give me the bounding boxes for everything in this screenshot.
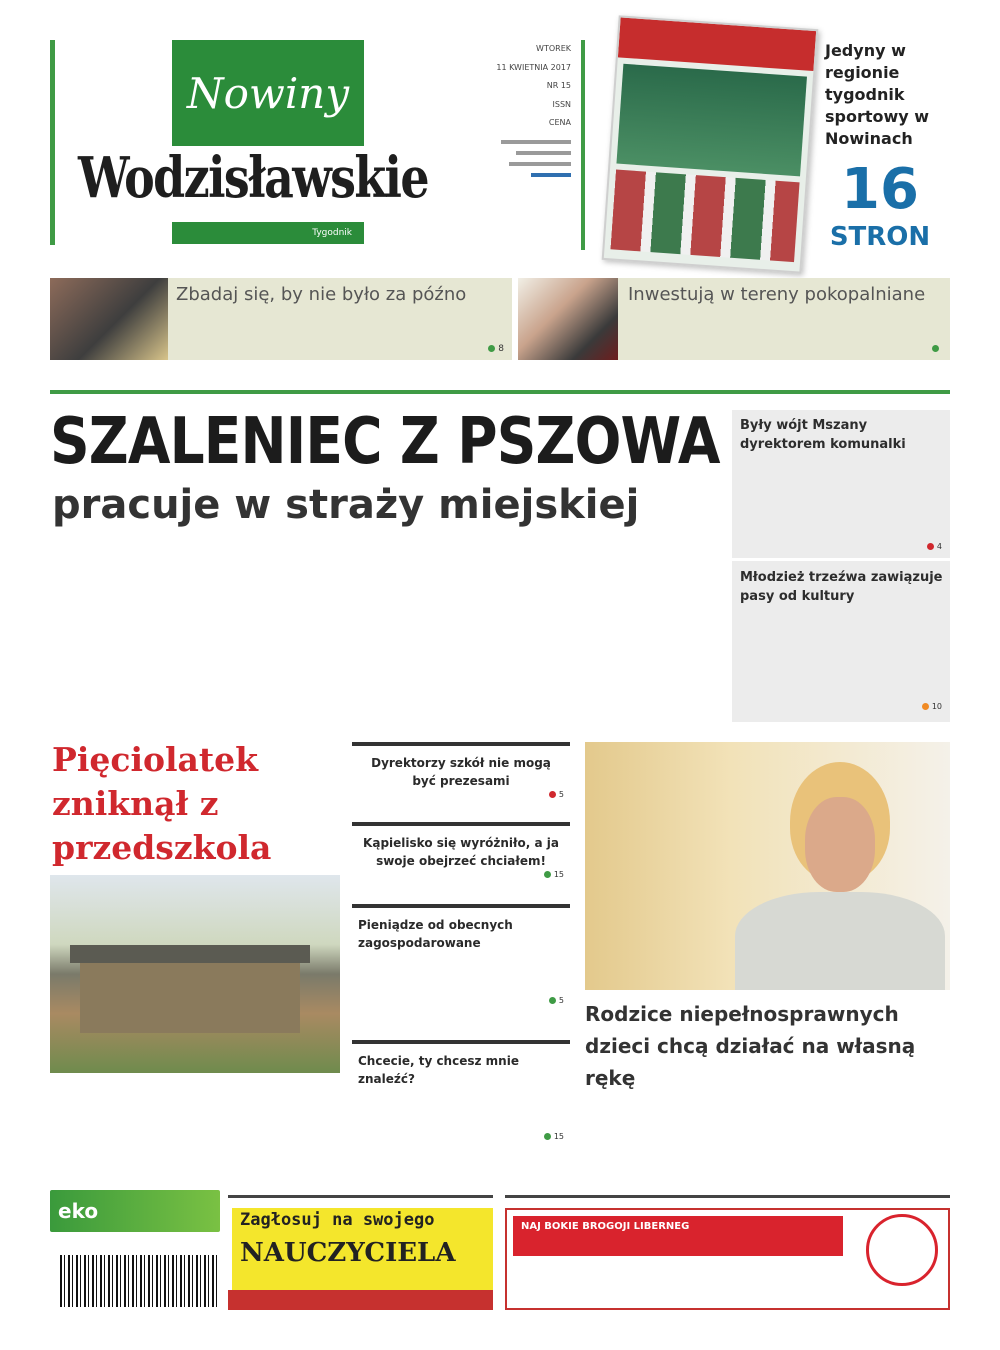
teaser-health[interactable] xyxy=(50,278,512,360)
ad-banner: NAJ BOKIE BROGOJI LIBERNEG xyxy=(513,1216,843,1256)
logo-bottom-bar: Tygodnik xyxy=(172,222,364,244)
teacher-promo-line3 xyxy=(228,1290,493,1310)
meta-line: 11 KWIETNIA 2017 xyxy=(496,62,571,72)
page-dot-icon xyxy=(932,345,939,352)
story-column xyxy=(565,555,723,720)
page-dot-icon xyxy=(922,703,929,710)
sidebar-story-title[interactable]: Młodzież trzeźwa zawiązuje pasy od kultury xyxy=(740,570,943,604)
meta-line: NR 15 xyxy=(546,81,571,90)
story-column xyxy=(50,555,208,720)
building-wall xyxy=(80,963,300,1033)
mid-story-box[interactable] xyxy=(352,742,570,820)
sidebar-page-ref: 10 xyxy=(922,702,942,711)
mid-story-box[interactable] xyxy=(352,1040,570,1170)
news-ticker xyxy=(50,368,950,388)
teaser-photo xyxy=(50,278,168,360)
mid-story-title: Dyrektorzy szkół nie mogą być prezesami xyxy=(371,756,551,788)
mid-story-page-ref: 5 xyxy=(352,996,570,1005)
page-dot-icon xyxy=(544,1133,551,1140)
meta-bar xyxy=(509,162,571,166)
promo-word: STRON xyxy=(829,222,931,252)
main-headline[interactable]: SZALENIEC Z PSZOWA xyxy=(50,405,720,479)
sport-supplement-cover xyxy=(602,15,819,273)
logo-top-block: Nowiny xyxy=(172,40,364,146)
story-column xyxy=(222,555,380,720)
parents-story-body xyxy=(585,1068,950,1173)
parents-story-headline[interactable]: Rodzice niepełnosprawnych dzieci chcą działać na własną rękę xyxy=(585,1002,916,1090)
main-subheadline: pracuje w straży miejskiej xyxy=(52,482,640,528)
teaser-headline: Inwestują w tereny pokopalniane xyxy=(628,284,926,305)
teacher-promo-line1: Zagłosuj na swojego xyxy=(240,1210,435,1230)
mid-story-box[interactable] xyxy=(352,904,570,1038)
mid-story-title: Pieniądze od obecnych zagospodarowane xyxy=(358,918,513,950)
parents-story-photo xyxy=(585,742,950,990)
ad-frame xyxy=(505,1208,950,1310)
page-dot-icon xyxy=(549,791,556,798)
page-dot-icon xyxy=(549,997,556,1004)
story-column xyxy=(711,1068,825,1173)
story-column xyxy=(585,1068,699,1173)
teaser-page-ref: 8 xyxy=(488,344,504,354)
page-dot-icon xyxy=(927,543,934,550)
story-column xyxy=(393,555,551,720)
masthead-rule xyxy=(50,40,55,245)
mid-story-title: Chcecie, ty chcesz mnie znaleźć? xyxy=(358,1054,519,1086)
sidebar-divider xyxy=(732,558,950,561)
mid-story-body xyxy=(352,952,570,956)
meta-line: CENA xyxy=(548,118,571,127)
teaser-photo xyxy=(518,278,618,360)
building-roof xyxy=(70,945,310,963)
meta-line: WTOREK xyxy=(536,44,571,53)
mid-story-box[interactable] xyxy=(352,822,570,902)
kid-story-headline[interactable]: Pięciolatek zniknął z przedszkola xyxy=(52,740,272,867)
page-dot-icon xyxy=(488,345,495,352)
sidebar-page-ref: 4 xyxy=(927,542,942,551)
mid-story-page-ref: 15 xyxy=(352,1132,570,1141)
photo-jacket xyxy=(735,892,945,990)
kindergarten-photo xyxy=(50,875,340,1073)
teaser-page-ref xyxy=(932,344,942,354)
supplement-header xyxy=(618,17,816,71)
supplement-photo xyxy=(616,64,807,177)
supplement-thumbs xyxy=(610,170,799,263)
ad-seal xyxy=(866,1214,938,1286)
meta-logo-bar xyxy=(531,173,571,177)
mid-story-page-ref: 15 xyxy=(352,870,570,879)
mid-story-body xyxy=(352,1088,570,1092)
page-dot-icon xyxy=(544,871,551,878)
teacher-vote-promo[interactable] xyxy=(228,1195,493,1310)
main-story-body xyxy=(50,555,722,720)
teacher-promo-line2: NAUCZYCIELA xyxy=(240,1238,456,1268)
teaser-investment[interactable] xyxy=(518,278,950,360)
eko-logo: eko xyxy=(50,1190,220,1232)
meta-bar xyxy=(501,140,571,144)
story-column xyxy=(836,1068,950,1173)
promo-text: Jedyny w regionie tygodnik sportowy w Nowinach xyxy=(825,41,930,148)
teaser-headline: Zbadaj się, by nie było za późno xyxy=(176,284,467,305)
promo-number: 16 xyxy=(841,157,919,222)
barcode xyxy=(60,1255,220,1307)
section-rule xyxy=(50,390,950,394)
logo-wordmark: Wodzisławskie xyxy=(78,145,428,211)
meta-line: ISSN xyxy=(552,99,571,109)
sidebar-box xyxy=(732,410,950,722)
mid-story-title: Kąpielisko się wyróżniło, a ja swoje obejrzeć chciałem! xyxy=(363,836,559,868)
sidebar-story-title[interactable]: Były wójt Mszany dyrektorem komunalki xyxy=(740,418,906,452)
issue-meta xyxy=(480,40,585,250)
mid-story-page-ref: 5 xyxy=(352,790,570,799)
photo-face xyxy=(805,797,875,892)
meta-bar xyxy=(516,151,571,155)
advertisement[interactable] xyxy=(505,1195,950,1310)
